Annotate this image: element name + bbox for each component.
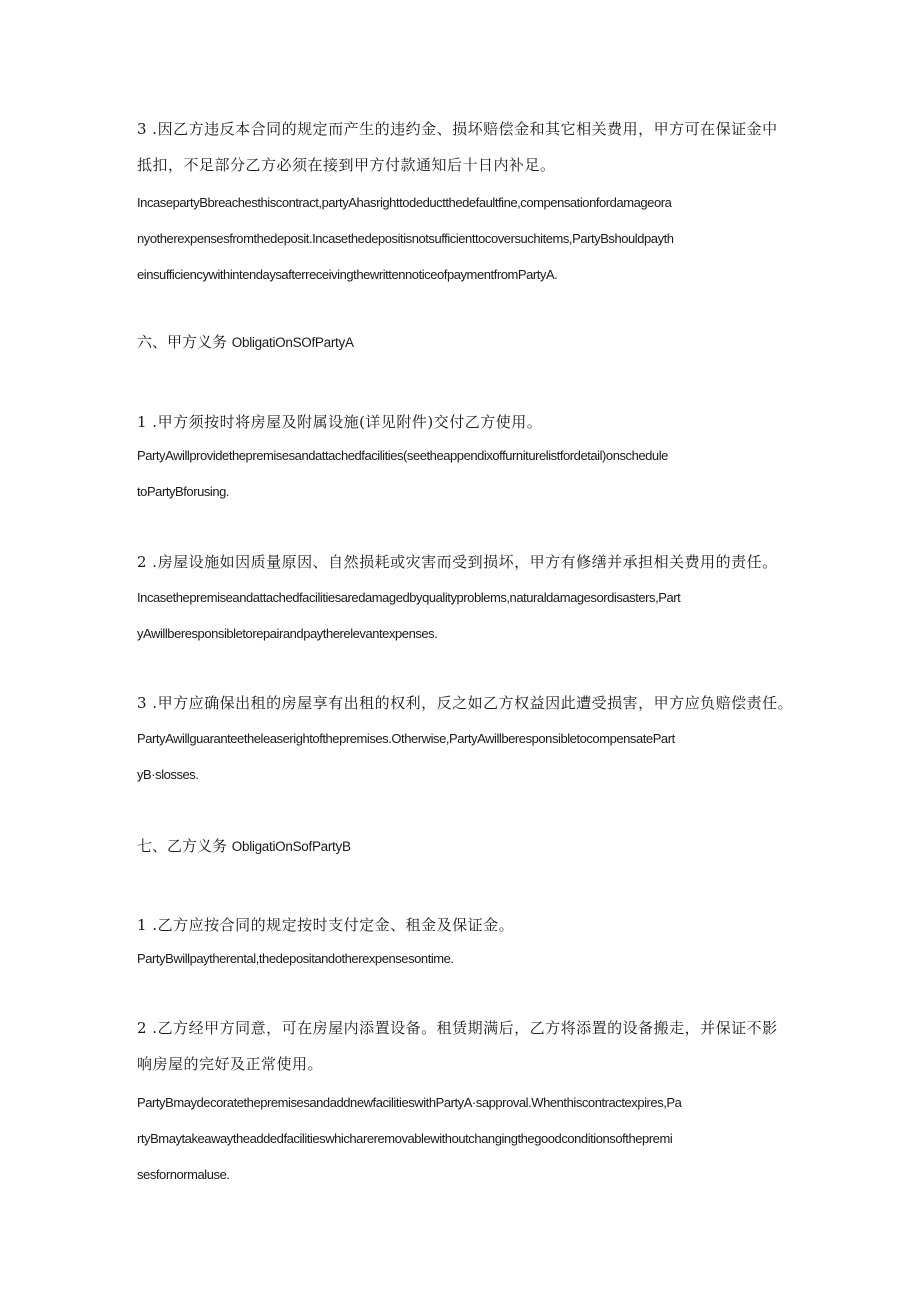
section-6-heading-cn: 六、甲方义务 [137,333,228,351]
section-6-item-1-en-line-1: PartyAwillprovidethepremisesandattachedfacilities(seetheappendixoffurniturelistfordetail)onschedule [137,448,668,463]
section-7-item-2-en-line-2: rtyBmaytakeawaytheaddedfacilitieswhichareremovablewithoutchangingthegoodconditionsofthepremi [137,1131,673,1146]
section-7-item-1-cn: 1 .乙方应按合同的规定按时支付定金、租金及保证金。 [137,916,515,934]
section-6-item-1-cn: 1 .甲方须按时将房屋及附属设施(详见附件)交付乙方使用。 [137,413,543,431]
section-6-item-3-en-line-1: PartyAwillguaranteetheleaserightofthepremises.Otherwise,PartyAwillberesponsibletocompensatePart [137,731,675,746]
section-7-heading-en: ObligatiOnSofPartyB [231,839,351,854]
clause-3-en-line-1: IncasepartyBbreachesthiscontract,partyAhasrighttodeductthedefaultfine,compensationfordamageora [137,195,672,210]
section-7-item-2-cn-line-2: 响房屋的完好及正常使用。 [137,1055,324,1073]
section-7-item-2-en-line-1: PartyBmaydecoratethepremisesandaddnewfacilitieswithPartyA·sapproval.Whenthiscontractexpires,Pa [137,1095,682,1110]
section-6-item-1-en-line-2: toPartyBforusing. [137,484,230,499]
clause-3-en-line-2: nyotherexpensesfromthedeposit.Incasethedepositisnotsufficienttocoversuchitems,PartyBshouldpayth [137,231,674,246]
section-7-item-2-cn-line-1: 2 .乙方经甲方同意，可在房屋内添置设备。租赁期满后，乙方将添置的设备搬走，并保证不影 [137,1019,778,1037]
clause-3-cn-line-2: 抵扣，不足部分乙方必须在接到甲方付款通知后十日内补足。 [137,156,556,174]
section-7-item-1-en-line-1: PartyBwillpaytherental,thedepositandotherexpensesontime. [137,951,454,966]
section-6-item-3-en-line-2: yB·slosses. [137,767,199,782]
section-6-heading [137,331,354,352]
section-6-item-2-en-line-2: yAwillberesponsibletorepairandpaytherelevantexpenses. [137,626,438,641]
section-7-item-2-en-line-3: sesfornormaluse. [137,1167,230,1182]
clause-3-en-line-3: einsufficiencywithintendaysafterreceivingthewrittennoticeofpaymentfromPartyA. [137,267,558,282]
section-7-heading-cn: 七、乙方义务 [137,837,228,855]
clause-3-cn-line-1: 3 .因乙方违反本合同的规定而产生的违约金、损坏赔偿金和其它相关费用，甲方可在保证金中 [137,120,778,138]
section-6-item-3-cn: 3 .甲方应确保出租的房屋享有出租的权利，反之如乙方权益因此遭受损害，甲方应负赔偿责任。 [137,694,794,712]
section-6-heading-en: ObligatiOnSOfPartyA [231,335,354,350]
section-6-item-2-en-line-1: Incasethepremiseandattachedfacilitiesaredamagedbyqualityproblems,naturaldamagesordisasters,Part [137,590,681,605]
section-7-heading [137,835,351,856]
section-6-item-2-cn: 2 .房屋设施如因质量原因、自然损耗或灾害而受到损坏，甲方有修缮并承担相关费用的责任。 [137,553,778,571]
